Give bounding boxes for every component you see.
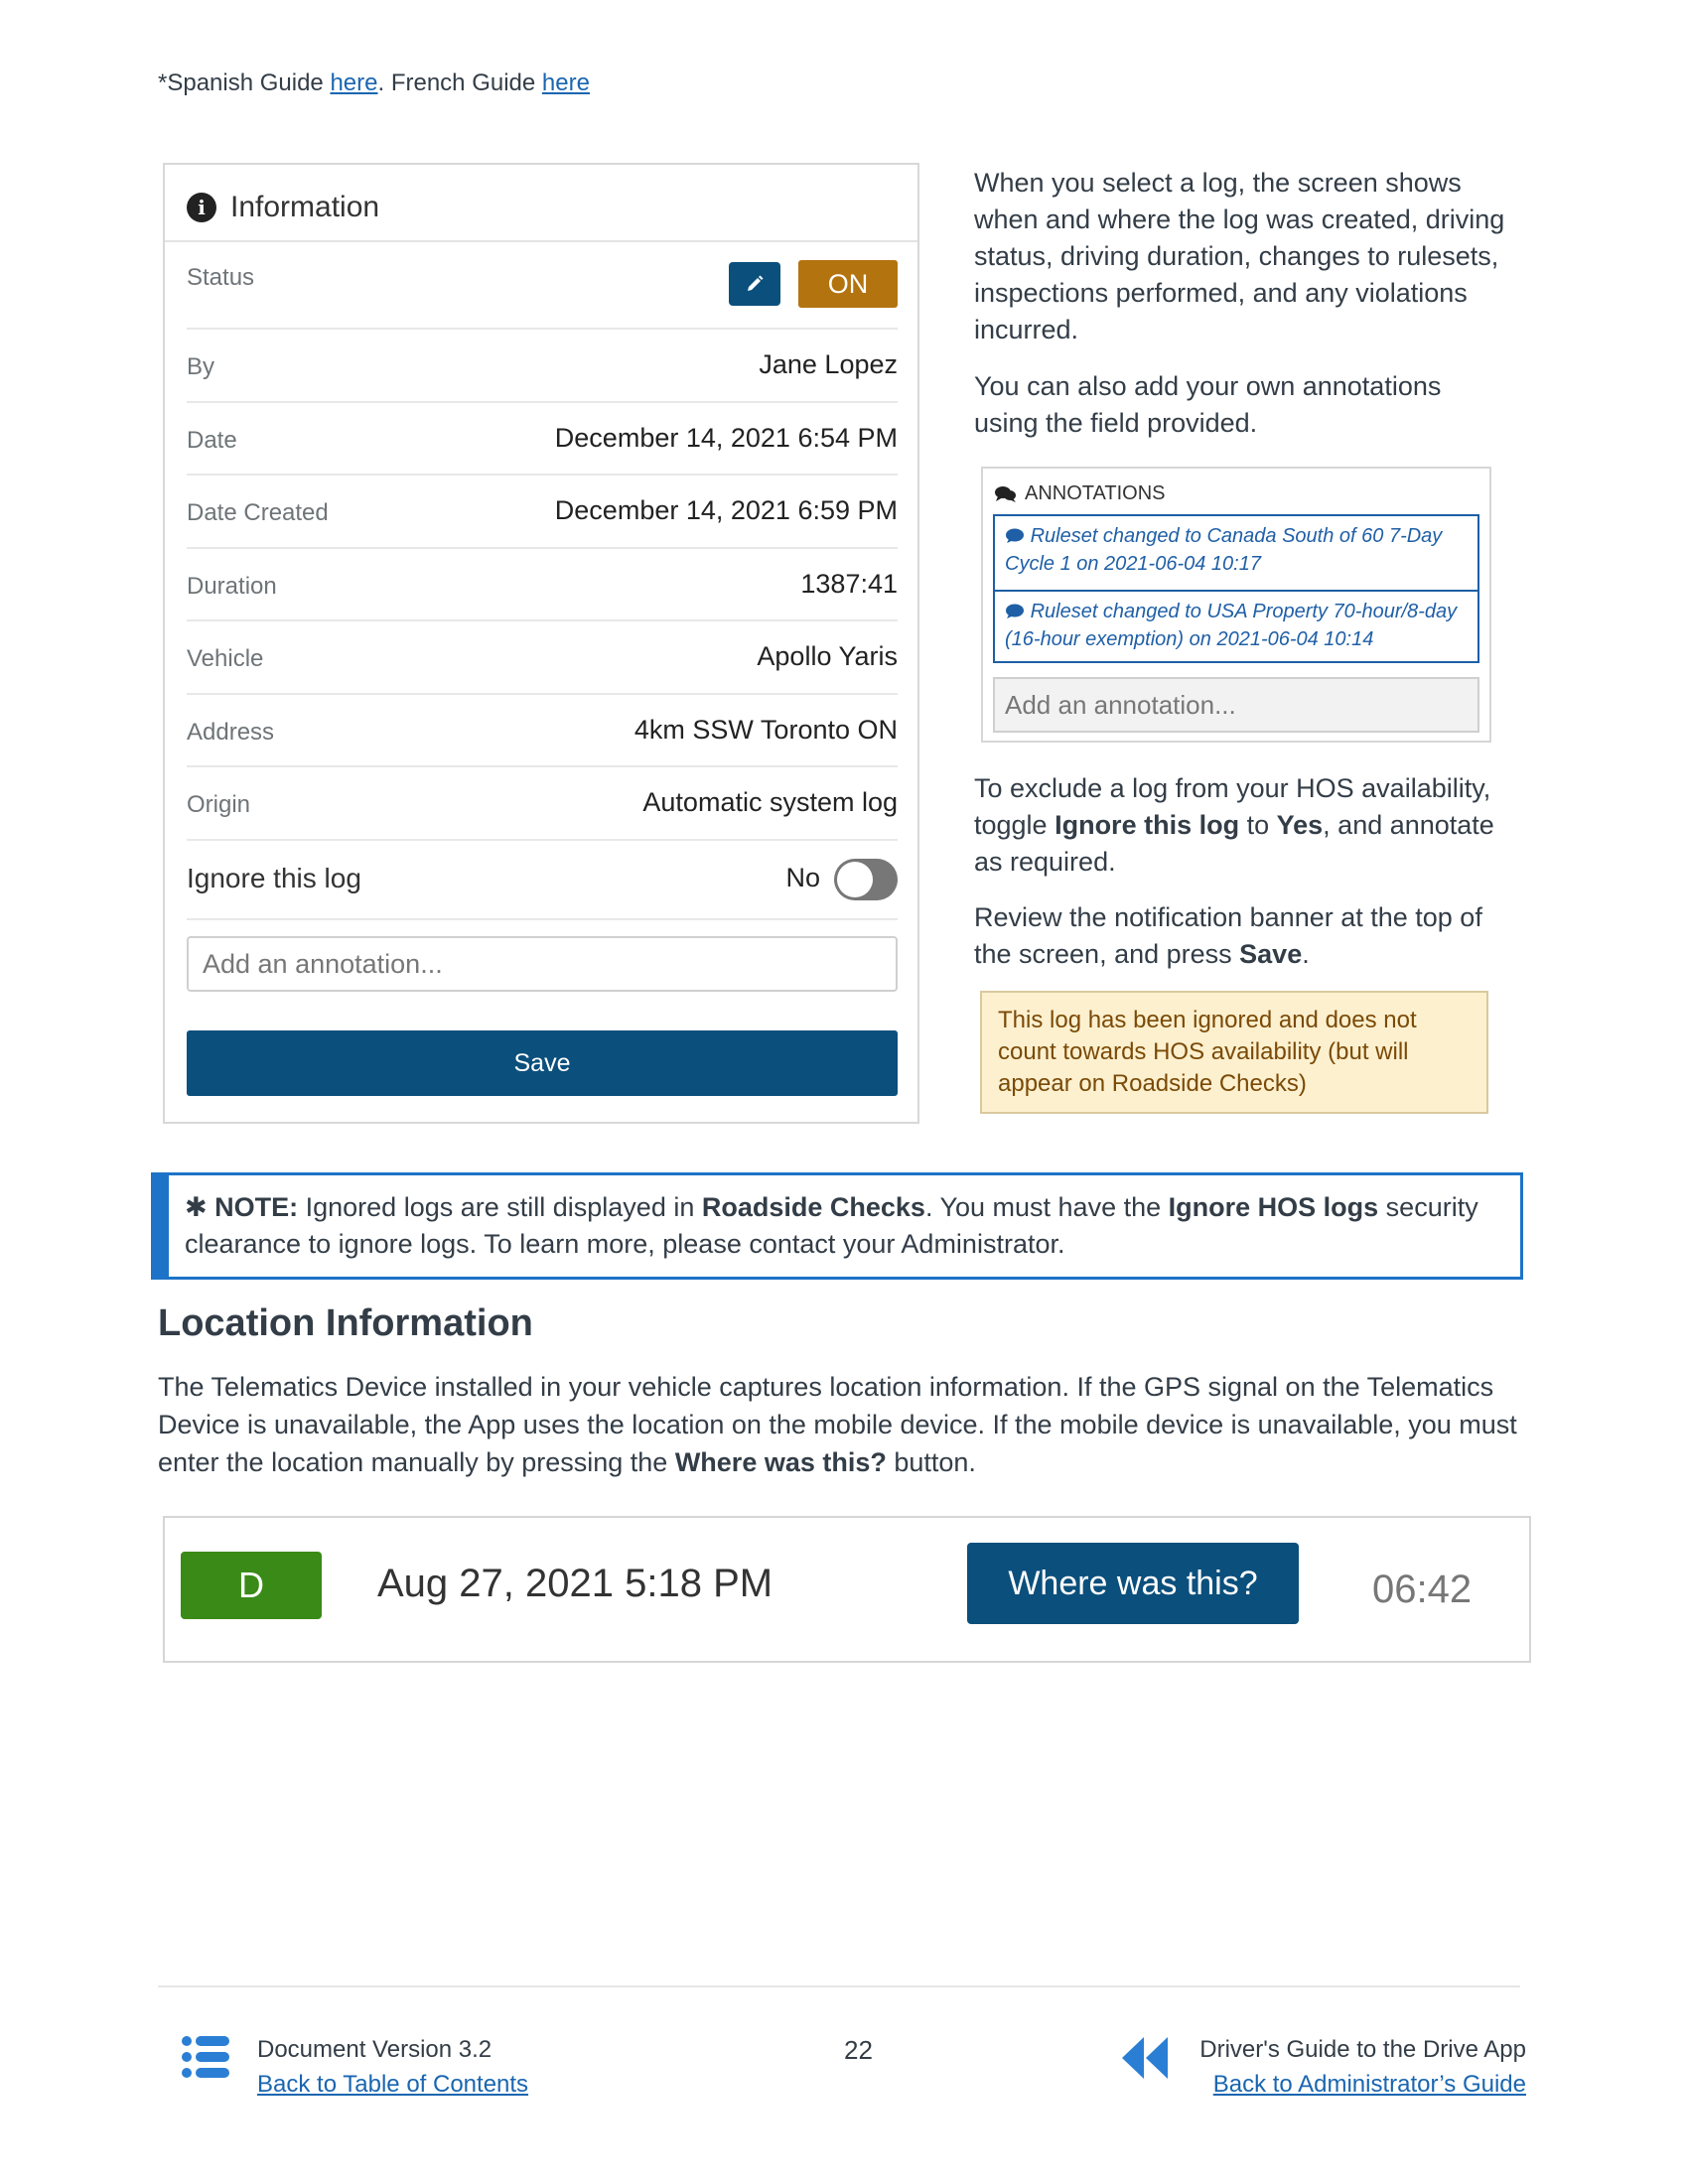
information-card xyxy=(163,163,919,1124)
status-row xyxy=(187,244,898,330)
info-row-vehicle xyxy=(187,621,898,695)
annotations-title: ANNOTATIONS xyxy=(1025,482,1166,504)
comment-icon xyxy=(1005,528,1025,544)
table-of-contents-link[interactable]: Back to Table of Contents xyxy=(257,2071,529,2098)
note-callout xyxy=(151,1172,1523,1280)
information-header xyxy=(187,191,379,224)
annotations-panel xyxy=(981,467,1491,743)
info-row-value: December 14, 2021 6:59 PM xyxy=(554,495,898,525)
info-row-label: Vehicle xyxy=(187,645,264,672)
comment-icon xyxy=(1005,604,1025,619)
log-duration: 06:42 xyxy=(1372,1568,1473,1611)
location-section-title: Location Information xyxy=(158,1302,533,1344)
ignore-log-term: Ignore this log xyxy=(1055,810,1240,840)
annotations-paragraph: You can also add your own annotations using the field provided. xyxy=(974,371,1442,438)
language-guides xyxy=(158,69,590,97)
where-was-this-button[interactable]: Where was this? xyxy=(967,1543,1299,1624)
edit-status-button[interactable] xyxy=(729,262,780,306)
info-row-label: Origin xyxy=(187,791,251,818)
header-divider xyxy=(165,240,917,242)
yes-term: Yes xyxy=(1276,810,1324,840)
info-row-value: Jane Lopez xyxy=(759,349,898,379)
driving-status-badge: D xyxy=(181,1552,322,1619)
info-row-date-created xyxy=(187,476,898,549)
info-row-value: December 14, 2021 6:54 PM xyxy=(554,423,898,453)
spanish-guide-text: *Spanish Guide xyxy=(158,69,331,96)
annotations-header xyxy=(995,482,1165,505)
info-row-value: Automatic system log xyxy=(642,787,898,817)
french-guide-text: . French Guide xyxy=(377,69,542,96)
location-paragraph xyxy=(158,1368,1548,1481)
exclude-text: , and annotate as required. xyxy=(974,810,1494,877)
info-row-by xyxy=(187,330,898,403)
review-banner-paragraph xyxy=(974,899,1490,973)
annotation-item[interactable] xyxy=(995,516,1477,590)
annotations-add-input[interactable] xyxy=(993,677,1479,733)
info-row-value: 4km SSW Toronto ON xyxy=(633,715,898,745)
information-title: Information xyxy=(230,191,380,223)
info-row-label: Date xyxy=(187,427,237,454)
footer-divider xyxy=(158,1985,1520,1987)
info-row-value: 1387:41 xyxy=(800,569,898,599)
log-details-paragraph: When you select a log, the screen shows when and where the log was created, driving status, driving duration, changes to rulesets, inspections performed, and any violations incurred. xyxy=(974,168,1505,344)
annotation-text: Ruleset changed to USA Property 70-hour/8-day (16-hour exemption) on 2021-06-04 10:14 xyxy=(1005,601,1458,650)
footer-right xyxy=(1199,2032,1526,2102)
info-row-duration xyxy=(187,549,898,621)
note-label: NOTE: xyxy=(214,1192,299,1222)
info-row-origin xyxy=(187,767,898,841)
asterisk-icon: ✱ xyxy=(185,1192,215,1222)
footer-left xyxy=(257,2032,528,2102)
ignore-log-label: Ignore this log xyxy=(187,863,361,893)
exclude-text: to xyxy=(1239,810,1277,840)
note-text: security clearance to ignore logs. To learn more, please contact your Administrator. xyxy=(185,1192,1478,1259)
log-date: Aug 27, 2021 5:18 PM xyxy=(377,1562,774,1605)
ignore-log-row xyxy=(187,841,898,920)
info-icon: i xyxy=(187,193,216,222)
note-text: Ignored logs are still displayed in xyxy=(298,1192,702,1222)
exclude-text: To exclude a log from your HOS availability, toggle xyxy=(974,773,1491,840)
annotation-text: Ruleset changed to Canada South of 60 7-Day Cycle 1 on 2021-06-04 10:17 xyxy=(1005,525,1443,575)
toggle-knob xyxy=(837,862,873,897)
list-icon xyxy=(181,2035,230,2079)
ignore-log-toggle[interactable] xyxy=(834,859,898,900)
location-text: The Telematics Device installed in your vehicle captures location information. If the GPS signal on the Telematics Device is unavailable, the App uses the location on the mobile device. If the mobile device is unavailable, you must enter the location manually by pressing the xyxy=(158,1372,1517,1477)
ignore-log-value: No xyxy=(785,863,820,892)
location-text: button. xyxy=(886,1447,976,1477)
info-row-label: Address xyxy=(187,719,275,746)
comments-icon xyxy=(995,485,1017,503)
note-text: . You must have the xyxy=(924,1192,1169,1222)
info-row-value: Apollo Yaris xyxy=(757,641,898,671)
save-button[interactable]: Save xyxy=(187,1030,898,1096)
review-text: Review the notification banner at the top of the screen, and press xyxy=(974,902,1482,969)
info-row-date xyxy=(187,403,898,476)
annotation-item[interactable] xyxy=(995,590,1477,661)
info-row-address xyxy=(187,695,898,767)
french-guide-link[interactable]: here xyxy=(541,69,590,96)
ignore-hos-logs-term: Ignore HOS logs xyxy=(1168,1192,1379,1222)
info-row-label: By xyxy=(187,353,215,380)
status-on-badge[interactable]: ON xyxy=(798,260,898,308)
roadside-checks-term: Roadside Checks xyxy=(701,1192,925,1222)
annotation-input[interactable] xyxy=(187,936,898,992)
guide-title: Driver's Guide to the Drive App xyxy=(1199,2036,1526,2063)
info-row-label: Duration xyxy=(187,573,277,600)
pencil-icon xyxy=(745,274,765,294)
spanish-guide-link[interactable]: here xyxy=(330,69,378,96)
save-term: Save xyxy=(1239,939,1303,969)
rewind-icon xyxy=(1122,2037,1168,2079)
info-row-label: Date Created xyxy=(187,499,329,526)
where-was-this-term: Where was this? xyxy=(674,1447,887,1477)
annotations-list xyxy=(993,514,1479,663)
review-text: . xyxy=(1302,939,1310,969)
document-version: Document Version 3.2 xyxy=(257,2036,492,2063)
administrator-guide-link[interactable]: Back to Administrator’s Guide xyxy=(1212,2071,1526,2098)
status-label: Status xyxy=(187,264,255,291)
ignored-log-banner: This log has been ignored and does not count towards HOS availability (but will appear on Roadside Checks) xyxy=(980,991,1488,1114)
page-number: 22 xyxy=(844,2035,873,2065)
exclude-log-paragraph xyxy=(974,770,1510,881)
log-row-card[interactable] xyxy=(163,1516,1531,1663)
